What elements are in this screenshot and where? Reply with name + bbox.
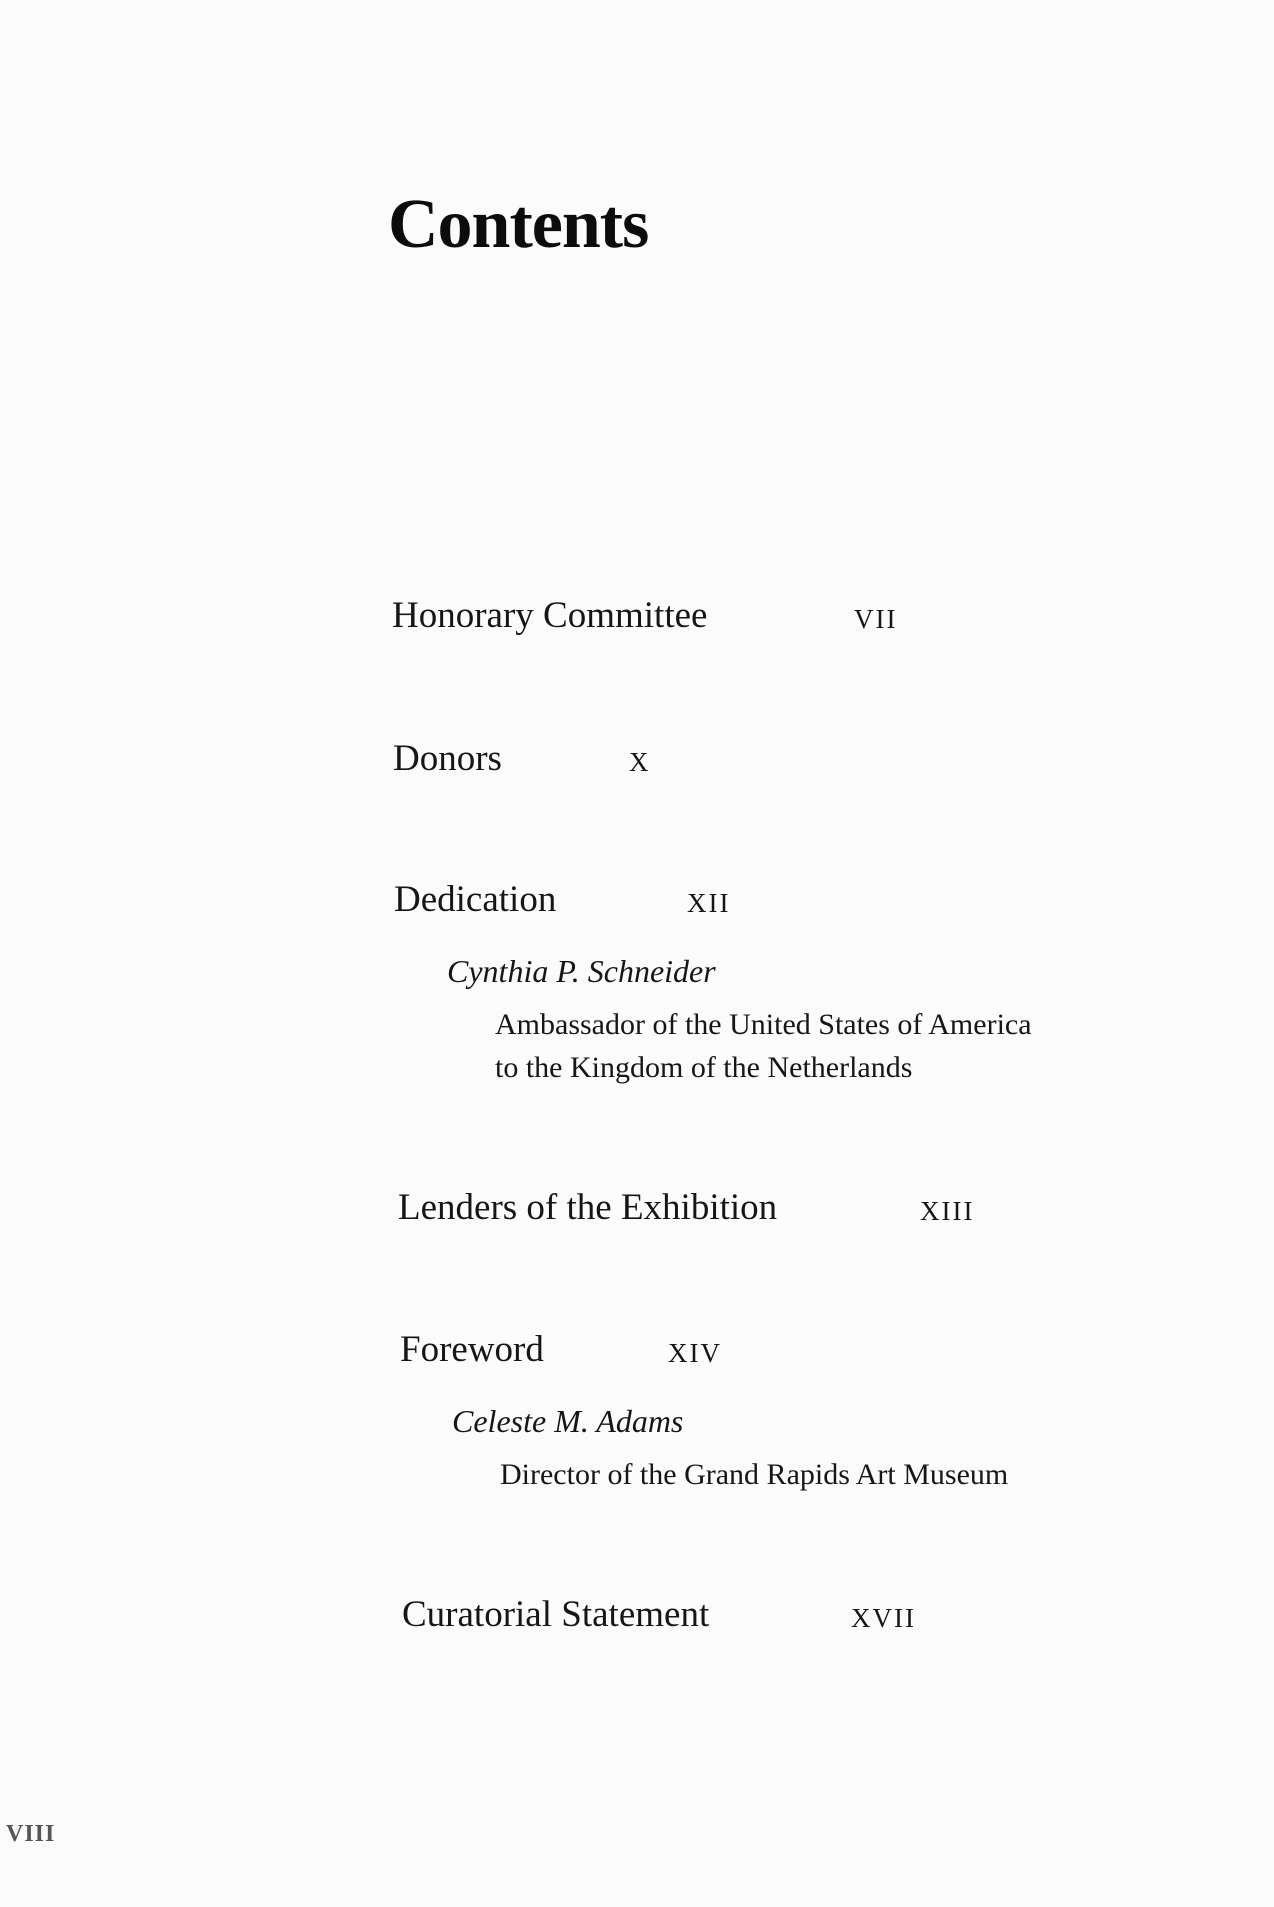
toc-page-number: XVII [851, 1603, 916, 1633]
toc-entry-donors[interactable]: Donors [393, 738, 502, 779]
toc-author: Cynthia P. Schneider [447, 953, 716, 989]
toc-author-role: Ambassador of the United States of America [495, 1008, 1032, 1041]
toc-entry-curatorial-statement[interactable]: Curatorial Statement [402, 1594, 710, 1635]
toc-author: Celeste M. Adams [452, 1403, 684, 1439]
toc-page-number: VII [854, 604, 898, 634]
toc-author-role: Director of the Grand Rapids Art Museum [500, 1458, 1009, 1491]
toc-entry-honorary-committee[interactable]: Honorary Committee [392, 595, 708, 636]
toc-page-number: X [629, 747, 651, 777]
toc-author-role: to the Kingdom of the Netherlands [495, 1051, 913, 1084]
toc-page-number: XII [687, 888, 731, 918]
toc-entry-foreword[interactable]: Foreword [400, 1329, 544, 1370]
toc-page-number: XIV [668, 1338, 722, 1368]
toc-entry-dedication[interactable]: Dedication [394, 879, 557, 920]
toc-entry-lenders[interactable]: Lenders of the Exhibition [398, 1187, 778, 1228]
folio-page-number: VIII [6, 1821, 56, 1847]
page-title: Contents [388, 186, 649, 263]
toc-page-number: XIII [920, 1196, 975, 1226]
